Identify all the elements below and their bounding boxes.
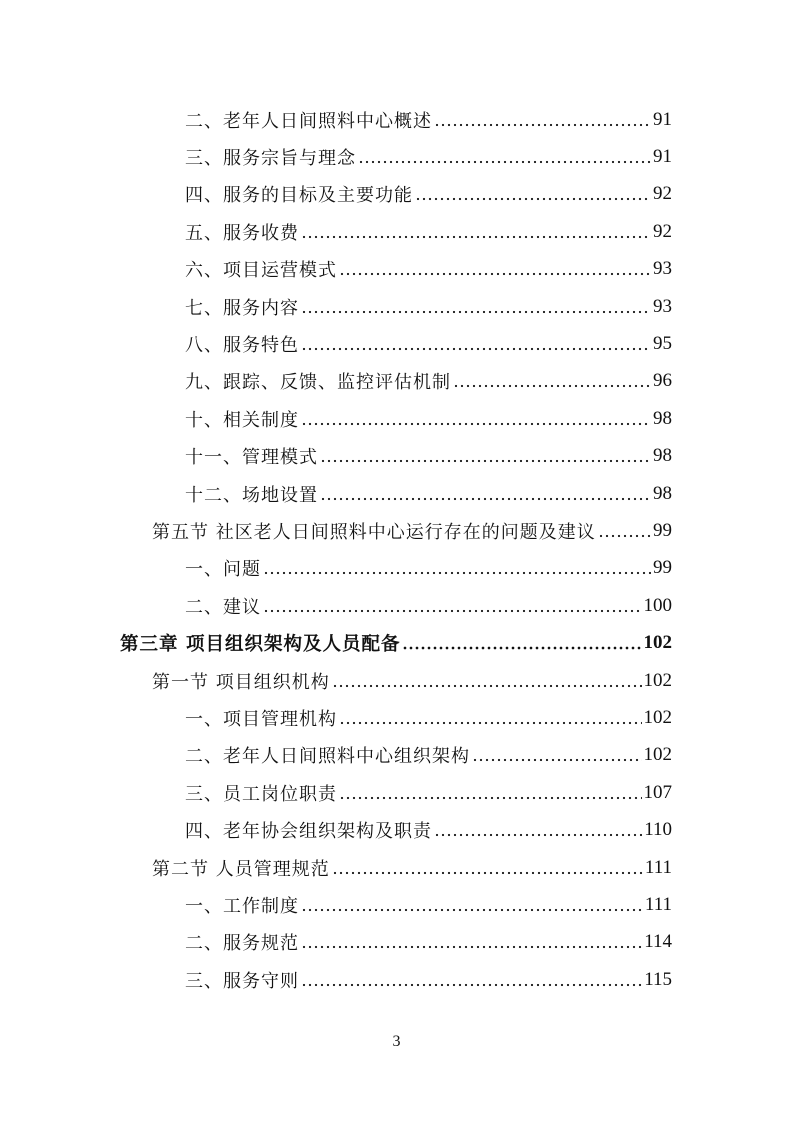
toc-dot-leader [434, 821, 642, 839]
toc-entry-page: 93 [653, 258, 672, 280]
toc-entry-page: 102 [643, 706, 672, 728]
toc-dot-leader [402, 634, 641, 652]
toc-entry-title: 三、员工岗位职责 [185, 783, 337, 805]
toc-entry-page: 92 [653, 220, 672, 242]
toc-dot-leader [332, 672, 642, 690]
toc-entry-page: 102 [643, 744, 672, 766]
toc-entry-title: 一、工作制度 [185, 895, 299, 917]
toc-dot-leader [320, 485, 651, 503]
toc-entry-title: 第二节 人员管理规范 [152, 858, 330, 880]
toc-entry-item[interactable] [0, 886, 672, 923]
toc-entry-title: 第一节 项目组织机构 [152, 671, 330, 693]
toc-dot-leader [301, 933, 642, 951]
toc-dot-leader [320, 447, 651, 465]
toc-entry-page: 91 [653, 146, 672, 168]
toc-entry-title: 十二、场地设置 [185, 484, 318, 506]
toc-entry-page: 96 [653, 370, 672, 392]
toc-entry-item[interactable] [0, 699, 672, 736]
toc-dot-leader [472, 746, 642, 764]
toc-entry-page: 99 [653, 557, 672, 579]
toc-entry-item[interactable] [0, 213, 672, 250]
toc-entry-item[interactable] [0, 288, 672, 325]
toc-entry-page: 107 [643, 781, 672, 803]
toc-entry-title: 四、老年协会组织架构及职责 [185, 821, 432, 843]
toc-entry-page: 110 [644, 819, 672, 841]
toc-entry-page: 111 [644, 856, 672, 878]
toc-dot-leader [301, 896, 643, 914]
toc-entry-section[interactable] [0, 662, 672, 699]
toc-entry-title: 二、老年人日间照料中心概述 [185, 110, 432, 132]
table-of-contents [0, 101, 793, 998]
toc-entry-page: 98 [653, 482, 672, 504]
toc-entry-section[interactable] [0, 849, 672, 886]
toc-entry-page: 99 [653, 519, 672, 541]
toc-entry-section[interactable] [0, 512, 672, 549]
page-number: 3 [392, 1033, 401, 1050]
toc-dot-leader [434, 111, 651, 129]
toc-entry-item[interactable] [0, 176, 672, 213]
toc-entry-title: 三、服务守则 [185, 970, 299, 992]
toc-entry-page: 114 [644, 931, 672, 953]
toc-entry-item[interactable] [0, 587, 672, 624]
toc-dot-leader [339, 784, 642, 802]
toc-entry-page: 92 [653, 183, 672, 205]
toc-entry-title: 六、项目运营模式 [185, 260, 337, 282]
toc-dot-leader [301, 335, 651, 353]
toc-entry-title: 五、服务收费 [185, 222, 299, 244]
toc-entry-page: 93 [653, 295, 672, 317]
toc-entry-page: 111 [644, 893, 672, 915]
toc-dot-leader [301, 410, 651, 428]
toc-entry-title: 九、跟踪、反馈、监控评估机制 [185, 372, 451, 394]
toc-entry-item[interactable] [0, 325, 672, 362]
toc-entry-page: 100 [643, 594, 672, 616]
toc-entry-item[interactable] [0, 737, 672, 774]
toc-entry-item[interactable] [0, 400, 672, 437]
toc-dot-leader [339, 260, 651, 278]
toc-entry-page: 102 [643, 669, 672, 691]
toc-dot-leader [415, 185, 651, 203]
toc-entry-title: 二、老年人日间照料中心组织架构 [185, 746, 470, 768]
toc-entry-page: 115 [644, 968, 672, 990]
toc-entry-title: 三、服务宗旨与理念 [185, 148, 356, 170]
toc-entry-page: 102 [643, 632, 672, 654]
toc-entry-title: 十、相关制度 [185, 409, 299, 431]
toc-entry-item[interactable] [0, 550, 672, 587]
toc-entry-title: 二、服务规范 [185, 933, 299, 955]
toc-entry-title: 四、服务的目标及主要功能 [185, 185, 413, 207]
toc-entry-item[interactable] [0, 961, 672, 998]
toc-entry-title: 二、建议 [185, 596, 261, 618]
toc-entry-title: 第三章 项目组织架构及人员配备 [120, 634, 401, 656]
toc-dot-leader [301, 971, 642, 989]
toc-entry-title: 七、服务内容 [185, 297, 299, 319]
toc-dot-leader [598, 522, 651, 540]
toc-entry-item[interactable] [0, 363, 672, 400]
toc-dot-leader [301, 223, 651, 241]
toc-entry-item[interactable] [0, 438, 672, 475]
toc-entry-page: 98 [653, 407, 672, 429]
toc-entry-title: 一、项目管理机构 [185, 708, 337, 730]
toc-dot-leader [332, 859, 643, 877]
toc-entry-item[interactable] [0, 774, 672, 811]
toc-entry-item[interactable] [0, 811, 672, 848]
toc-entry-item[interactable] [0, 138, 672, 175]
toc-entry-item[interactable] [0, 475, 672, 512]
toc-entry-page: 98 [653, 445, 672, 467]
toc-dot-leader [339, 709, 642, 727]
toc-entry-item[interactable] [0, 251, 672, 288]
toc-entry-title: 一、问题 [185, 559, 261, 581]
toc-dot-leader [263, 597, 642, 615]
toc-entry-page: 95 [653, 333, 672, 355]
toc-entry-title: 十一、管理模式 [185, 447, 318, 469]
toc-entry-title: 第五节 社区老人日间照料中心运行存在的问题及建议 [152, 521, 596, 543]
toc-dot-leader [453, 372, 651, 390]
toc-entry-chapter[interactable] [0, 624, 672, 661]
toc-dot-leader [301, 298, 651, 316]
toc-dot-leader [263, 559, 651, 577]
toc-entry-page: 91 [653, 108, 672, 130]
toc-entry-item[interactable] [0, 924, 672, 961]
toc-entry-item[interactable] [0, 101, 672, 138]
toc-dot-leader [358, 148, 651, 166]
toc-entry-title: 八、服务特色 [185, 335, 299, 357]
